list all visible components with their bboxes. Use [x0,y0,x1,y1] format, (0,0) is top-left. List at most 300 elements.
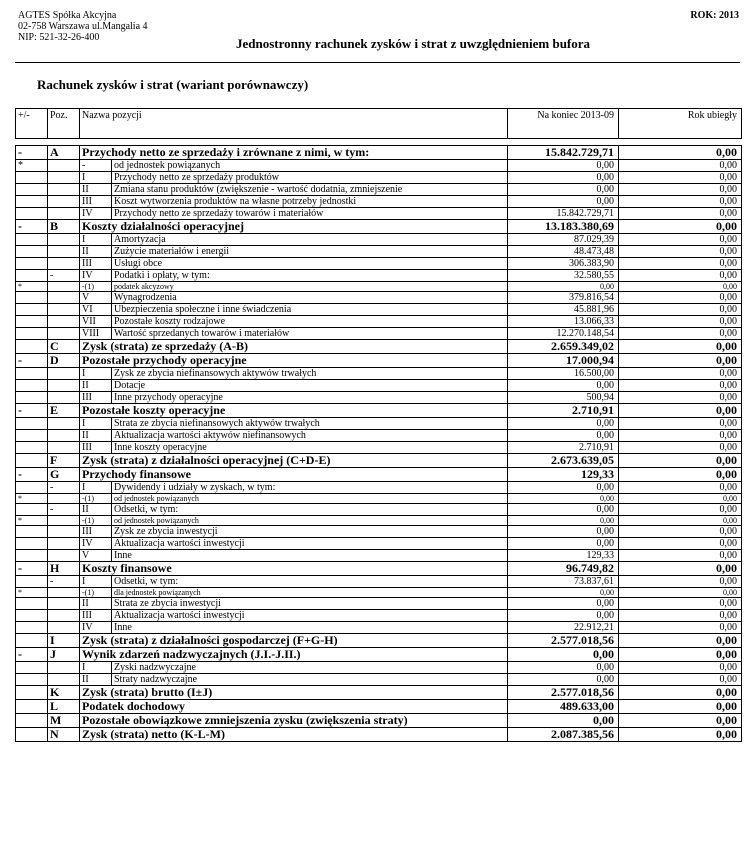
row-sign: - [16,404,48,418]
row-previous-value: 0,00 [619,316,742,328]
row-sign [16,610,48,622]
table-row [16,576,742,588]
header-poz: Poz. [48,109,80,139]
table-row [16,220,742,234]
table-row [16,686,742,700]
row-previous-value: 0,00 [619,160,742,172]
row-sign: * [16,160,48,172]
row-name: Przychody netto ze sprzedaży towarów i materiałów [112,208,508,220]
row-subposition: IV [80,208,112,220]
row-name: Inne [112,550,508,562]
row-name: Zużycie materiałów i energii [112,246,508,258]
row-previous-value: 0,00 [619,208,742,220]
row-name: Podatek dochodowy [80,700,508,714]
row-current-value: 0,00 [508,494,619,504]
row-previous-value: 0,00 [619,622,742,634]
table-row [16,430,742,442]
row-name: Dotacje [112,380,508,392]
row-name: Wartość sprzedanych towarów i materiałów [112,328,508,340]
row-sign [16,674,48,686]
row-position: L [48,700,80,714]
table-row [16,454,742,468]
row-position: C [48,340,80,354]
row-position: B [48,220,80,234]
row-previous-value: 0,00 [619,550,742,562]
row-name: Aktualizacja wartości inwestycji [112,538,508,550]
row-position: N [48,728,80,742]
row-sign [16,418,48,430]
row-position: - [48,270,80,282]
table-row [16,172,742,184]
row-subposition: -(1) [80,516,112,526]
row-current-value: 0,00 [508,598,619,610]
row-name: Koszt wytworzenia produktów na własne potrzeby jednostki [112,196,508,208]
row-previous-value: 0,00 [619,482,742,494]
table-row [16,146,742,160]
row-sign [16,686,48,700]
row-subposition: I [80,368,112,380]
row-previous-value: 0,00 [619,418,742,430]
row-previous-value: 0,00 [619,728,742,742]
row-previous-value: 0,00 [619,454,742,468]
row-current-value: 0,00 [508,526,619,538]
row-name: Aktualizacja wartości inwestycji [112,610,508,622]
row-name: Straty nadzwyczajne [112,674,508,686]
row-subposition: I [80,172,112,184]
row-current-value: 0,00 [508,674,619,686]
row-current-value: 32.580,55 [508,270,619,282]
row-position [48,516,80,526]
row-current-value: 0,00 [508,380,619,392]
row-name: Zyski nadzwyczajne [112,662,508,674]
row-current-value: 0,00 [508,610,619,622]
row-name: Amortyzacja [112,234,508,246]
row-sign [16,622,48,634]
company-info [18,10,148,43]
table-row [16,494,742,504]
row-name: Koszty finansowe [80,562,508,576]
row-previous-value: 0,00 [619,184,742,196]
row-position: - [48,576,80,588]
table-row [16,714,742,728]
table-row [16,368,742,380]
row-previous-value: 0,00 [619,340,742,354]
row-position: K [48,686,80,700]
row-name: Inne koszty operacyjne [112,442,508,454]
row-current-value: 129,33 [508,550,619,562]
row-sign [16,714,48,728]
row-subposition: III [80,258,112,270]
row-current-value: 0,00 [508,172,619,184]
row-name: Inne [112,622,508,634]
table-row [16,246,742,258]
row-position [48,316,80,328]
row-position [48,598,80,610]
row-current-value: 2.577.018,56 [508,634,619,648]
row-position [48,418,80,430]
row-position [48,550,80,562]
row-subposition: - [80,160,112,172]
row-name: Zysk (strata) brutto (I±J) [80,686,508,700]
header-current: Na koniec 2013-09 [508,109,619,139]
row-subposition: II [80,674,112,686]
row-sign [16,304,48,316]
row-subposition: I [80,418,112,430]
row-name: Przychody finansowe [80,468,508,482]
row-subposition: V [80,292,112,304]
row-sign: * [16,588,48,598]
row-position [48,622,80,634]
table-row [16,282,742,292]
row-name: Koszty działalności operacyjnej [80,220,508,234]
row-subposition: I [80,576,112,588]
row-previous-value: 0,00 [619,246,742,258]
row-name: Pozostałe koszty operacyjne [80,404,508,418]
row-sign [16,662,48,674]
table-row [16,234,742,246]
report-subtitle: Rachunek zysków i strat (wariant porównawczy) [37,77,309,92]
row-sign [16,292,48,304]
row-previous-value: 0,00 [619,220,742,234]
table-row [16,538,742,550]
row-subposition: IV [80,270,112,282]
row-current-value: 2.710,91 [508,404,619,418]
row-sign: - [16,648,48,662]
row-previous-value: 0,00 [619,282,742,292]
table-row [16,504,742,516]
row-sign: * [16,516,48,526]
table-row [16,550,742,562]
row-name: Zysk (strata) z działalności operacyjnej (C+D-E) [80,454,508,468]
table-row [16,526,742,538]
row-position [48,674,80,686]
row-name: Odsetki, w tym: [112,576,508,588]
row-previous-value: 0,00 [619,662,742,674]
row-current-value: 0,00 [508,714,619,728]
row-current-value: 0,00 [508,504,619,516]
row-subposition: -(1) [80,494,112,504]
row-current-value: 2.673.639,05 [508,454,619,468]
row-subposition: VIII [80,328,112,340]
row-current-value: 16.500,00 [508,368,619,380]
table-row [16,442,742,454]
row-sign [16,328,48,340]
row-name: Ubezpieczenia społeczne i inne świadczenia [112,304,508,316]
table-row [16,208,742,220]
table-row [16,610,742,622]
table-row [16,598,742,610]
row-current-value: 0,00 [508,588,619,598]
row-subposition: VI [80,304,112,316]
row-current-value: 0,00 [508,418,619,430]
row-sign [16,430,48,442]
header-pm: +/- [16,109,48,139]
row-previous-value: 0,00 [619,172,742,184]
row-subposition: V [80,550,112,562]
row-previous-value: 0,00 [619,292,742,304]
row-sign [16,504,48,516]
table-row [16,354,742,368]
row-sign [16,184,48,196]
row-previous-value: 0,00 [619,328,742,340]
table-row [16,562,742,576]
row-previous-value: 0,00 [619,674,742,686]
company-nip: NIP: 521-32-26-400 [18,32,100,43]
row-position [48,380,80,392]
table-row [16,588,742,598]
row-previous-value: 0,00 [619,368,742,380]
row-subposition: II [80,430,112,442]
row-subposition: VII [80,316,112,328]
row-previous-value: 0,00 [619,714,742,728]
row-subposition: II [80,380,112,392]
row-name: Zysk (strata) z działalności gospodarczej (F+G-H) [80,634,508,648]
row-subposition: II [80,184,112,196]
row-name: Zysk ze zbycia niefinansowych aktywów trwałych [112,368,508,380]
row-position: A [48,146,80,160]
row-sign: - [16,354,48,368]
table-row [16,418,742,430]
table-row [16,404,742,418]
row-position: I [48,634,80,648]
row-sign [16,728,48,742]
row-previous-value: 0,00 [619,354,742,368]
row-current-value: 489.633,00 [508,700,619,714]
row-name: Inne przychody operacyjne [112,392,508,404]
table-row [16,184,742,196]
row-sign: - [16,220,48,234]
row-previous-value: 0,00 [619,430,742,442]
income-statement-table [15,108,742,742]
row-position [48,526,80,538]
row-current-value: 2.577.018,56 [508,686,619,700]
row-previous-value: 0,00 [619,196,742,208]
table-row [16,622,742,634]
row-previous-value: 0,00 [619,526,742,538]
row-current-value: 0,00 [508,516,619,526]
row-current-value: 87.029,39 [508,234,619,246]
row-position [48,234,80,246]
row-position [48,610,80,622]
row-sign: - [16,562,48,576]
row-subposition: III [80,392,112,404]
row-subposition: -(1) [80,588,112,598]
row-current-value: 22.912,21 [508,622,619,634]
row-sign [16,576,48,588]
row-previous-value: 0,00 [619,588,742,598]
row-position: F [48,454,80,468]
row-sign [16,196,48,208]
row-position: D [48,354,80,368]
row-subposition: II [80,598,112,610]
row-name: Odsetki, w tym: [112,504,508,516]
row-position [48,392,80,404]
row-name: Usługi obce [112,258,508,270]
row-sign [16,380,48,392]
row-sign [16,234,48,246]
row-name: od jednostek powiązanych [112,494,508,504]
table-row [16,270,742,282]
row-previous-value: 0,00 [619,598,742,610]
row-subposition: III [80,526,112,538]
table-row [16,304,742,316]
row-current-value: 0,00 [508,648,619,662]
row-current-value: 0,00 [508,430,619,442]
row-current-value: 129,33 [508,468,619,482]
header-previous: Rok ubiegły [619,109,742,139]
table-row [16,196,742,208]
table-row [16,700,742,714]
row-previous-value: 0,00 [619,234,742,246]
row-sign [16,482,48,494]
row-position [48,304,80,316]
row-sign [16,208,48,220]
row-subposition: I [80,482,112,494]
row-position [48,208,80,220]
row-sign: * [16,494,48,504]
row-subposition: IV [80,538,112,550]
table-row [16,662,742,674]
row-subposition: III [80,442,112,454]
row-name: Podatki i opłaty, w tym: [112,270,508,282]
row-sign: - [16,468,48,482]
row-sign [16,526,48,538]
row-sign [16,270,48,282]
row-current-value: 96.749,82 [508,562,619,576]
row-current-value: 17.000,94 [508,354,619,368]
row-name: Aktualizacja wartości aktywów niefinansowych [112,430,508,442]
row-sign [16,392,48,404]
row-current-value: 15.842.729,71 [508,208,619,220]
row-name: Strata ze zbycia inwestycji [112,598,508,610]
row-position [48,442,80,454]
row-name: Wynagrodzenia [112,292,508,304]
row-sign [16,258,48,270]
row-current-value: 0,00 [508,282,619,292]
row-subposition: III [80,610,112,622]
row-previous-value: 0,00 [619,562,742,576]
row-subposition: III [80,196,112,208]
table-row [16,292,742,304]
row-sign [16,598,48,610]
row-current-value: 2.710,91 [508,442,619,454]
row-previous-value: 0,00 [619,380,742,392]
row-current-value: 15.842.729,71 [508,146,619,160]
row-position [48,172,80,184]
table-header-row [16,109,742,139]
row-position: G [48,468,80,482]
row-sign [16,246,48,258]
row-position [48,662,80,674]
row-previous-value: 0,00 [619,270,742,282]
row-current-value: 0,00 [508,538,619,550]
row-previous-value: 0,00 [619,648,742,662]
row-sign [16,316,48,328]
row-current-value: 306.383,90 [508,258,619,270]
row-current-value: 2.087.385,56 [508,728,619,742]
row-previous-value: 0,00 [619,304,742,316]
row-current-value: 2.659.349,02 [508,340,619,354]
header-divider [15,62,740,63]
row-sign [16,700,48,714]
row-position [48,588,80,598]
row-previous-value: 0,00 [619,504,742,516]
row-position [48,538,80,550]
row-current-value: 379.816,54 [508,292,619,304]
row-previous-value: 0,00 [619,146,742,160]
header-name: Nazwa pozycji [80,109,508,139]
row-position [48,494,80,504]
table-row [16,648,742,662]
row-name: Pozostałe przychody operacyjne [80,354,508,368]
row-current-value: 13.066,33 [508,316,619,328]
row-name: Zysk (strata) ze sprzedaży (A-B) [80,340,508,354]
row-name: Zmiana stanu produktów (zwiększenie - wartość dodatnia, zmniejszenie [112,184,508,196]
row-previous-value: 0,00 [619,576,742,588]
row-name: Przychody netto ze sprzedaży produktów [112,172,508,184]
row-position: - [48,504,80,516]
row-previous-value: 0,00 [619,516,742,526]
row-sign [16,340,48,354]
row-current-value: 0,00 [508,482,619,494]
row-name: Przychody netto ze sprzedaży i zrównane z nimi, w tym: [80,146,508,160]
row-sign [16,368,48,380]
year-label: ROK: 2013 [690,10,739,21]
row-sign [16,550,48,562]
row-name: podatek akcyzowy [112,282,508,292]
header-spacer [16,139,742,146]
row-previous-value: 0,00 [619,392,742,404]
table-row [16,674,742,686]
row-subposition: IV [80,622,112,634]
table-row [16,728,742,742]
row-previous-value: 0,00 [619,468,742,482]
row-name: dla jednostek powiązanych [112,588,508,598]
row-position [48,160,80,172]
row-current-value: 500,94 [508,392,619,404]
row-sign: * [16,282,48,292]
table-row [16,340,742,354]
row-sign [16,172,48,184]
row-position: M [48,714,80,728]
row-current-value: 0,00 [508,662,619,674]
table-row [16,258,742,270]
table-row [16,482,742,494]
row-name: Pozostałe koszty rodzajowe [112,316,508,328]
row-current-value: 73.837,61 [508,576,619,588]
table-row [16,380,742,392]
row-position [48,328,80,340]
row-position [48,258,80,270]
row-subposition: I [80,662,112,674]
row-current-value: 12.270.148,54 [508,328,619,340]
row-previous-value: 0,00 [619,258,742,270]
row-position [48,246,80,258]
company-name: AGTES Spółka Akcyjna [18,10,117,21]
row-name: Pozostałe obowiązkowe zmniejszenia zysku (zwiększenia straty) [80,714,508,728]
row-name: Zysk ze zbycia inwestycji [112,526,508,538]
table-row [16,392,742,404]
row-subposition: II [80,504,112,516]
table-row [16,634,742,648]
table-row [16,160,742,172]
row-sign: - [16,146,48,160]
row-previous-value: 0,00 [619,610,742,622]
row-subposition: -(1) [80,282,112,292]
row-previous-value: 0,00 [619,634,742,648]
row-position [48,368,80,380]
row-current-value: 13.183.380,69 [508,220,619,234]
